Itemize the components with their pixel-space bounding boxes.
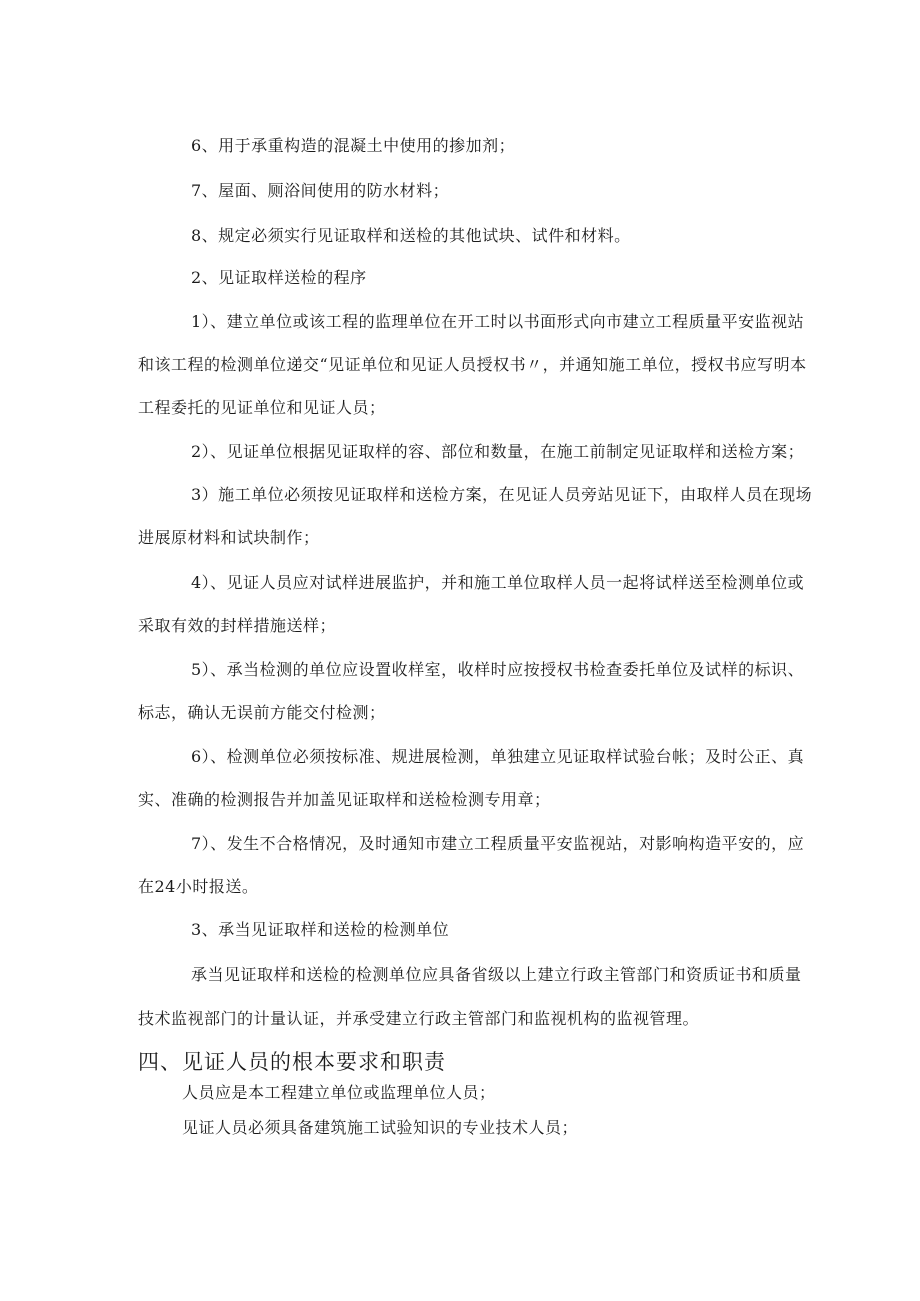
step-1-line-2: 和该工程的检测单位递交“见证单位和见证人员授权书〃，并通知施工单位，授权书应写明本 xyxy=(138,355,807,374)
item-7-waterproofing: 7、屋面、厕浴间使用的防水材料； xyxy=(191,181,450,200)
step-3-line-2: 进展原材料和试块制作； xyxy=(138,528,320,547)
step-5-line-2: 标志，确认无误前方能交付检测； xyxy=(138,703,386,722)
step-6-line-2: 实、准确的检测报告并加盖见证取样和送检检测专用章； xyxy=(138,790,551,809)
step-1-line-3: 工程委托的见证单位和见证人员； xyxy=(138,398,386,417)
step-2: 2）、见证单位根据见证取样的容、部位和数量，在施工前制定见证取样和送检方案； xyxy=(191,442,805,461)
step-4-line-2: 采取有效的封样措施送样； xyxy=(138,616,337,635)
item-8-other-samples: 8、规定必须实行见证取样和送检的其他试块、试件和材料。 xyxy=(191,226,631,245)
section-3-title: 3、承当见证取样和送检的检测单位 xyxy=(191,920,450,939)
witness-requirement-1: 人员应是本工程建立单位或监理单位人员； xyxy=(182,1083,496,1102)
step-7-line-1: 7）、发生不合格情况，及时通知市建立工程质量平安监视站，对影响构造平安的，应 xyxy=(191,834,805,853)
section-2-title: 2、见证取样送检的程序 xyxy=(191,268,367,287)
section-3-body-line-2: 技术监视部门的计量认证，并承受建立行政主管部门和监视机构的监视管理。 xyxy=(138,1009,700,1028)
witness-requirement-2: 见证人员必须具备建筑施工试验知识的专业技术人员； xyxy=(182,1118,579,1137)
section-3-body-line-1: 承当见证取样和送检的检测单位应具备省级以上建立行政主管部门和资质证书和质量 xyxy=(191,965,802,984)
step-7-line-2: 在24小时报送。 xyxy=(138,877,259,896)
chapter-4-heading: 四、见证人员的根本要求和职责 xyxy=(138,1050,446,1074)
step-5-line-1: 5）、承当检测的单位应设置收样室，收样时应按授权书检查委托单位及试样的标识、 xyxy=(191,660,805,679)
step-1-line-1: 1）、建立单位或该工程的监理单位在开工时以书面形式向市建立工程质量平安监视站 xyxy=(191,312,805,331)
step-3-line-1: 3）施工单位必须按见证取样和送检方案，在见证人员旁站见证下，由取样人员在现场 xyxy=(191,485,813,504)
item-6-admixture: 6、用于承重构造的混凝土中使用的掺加剂； xyxy=(191,136,516,155)
step-6-line-1: 6）、检测单位必须按标准、规进展检测，单独建立见证取样试验台帐；及时公正、真 xyxy=(191,747,805,766)
step-4-line-1: 4）、见证人员应对试样进展监护，并和施工单位取样人员一起将试样送至检测单位或 xyxy=(191,573,805,592)
